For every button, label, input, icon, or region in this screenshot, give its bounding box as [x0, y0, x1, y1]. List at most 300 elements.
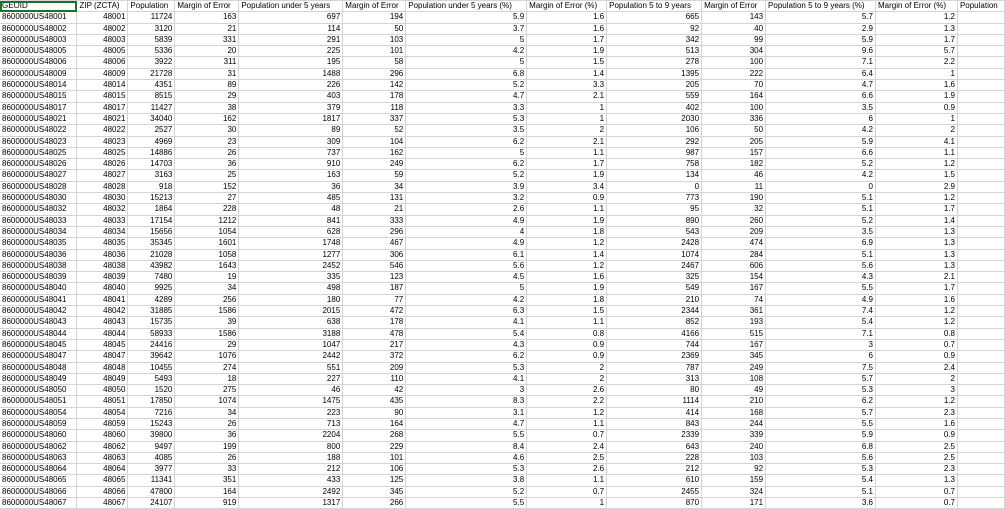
column-header-cell[interactable]: Population	[957, 1, 1004, 12]
data-cell[interactable]: 163	[175, 12, 239, 23]
data-cell[interactable]	[957, 407, 1004, 418]
data-cell[interactable]: 8600000US48005	[0, 46, 77, 57]
data-cell[interactable]: 4.1	[876, 136, 958, 147]
data-cell[interactable]: 2.4	[527, 441, 607, 452]
data-cell[interactable]	[957, 418, 1004, 429]
data-cell[interactable]: 48064	[77, 464, 128, 475]
data-cell[interactable]: 8600000US48028	[0, 181, 77, 192]
column-header-cell[interactable]: Margin of Error (%)	[876, 1, 958, 12]
data-cell[interactable]: 5.7	[766, 12, 876, 23]
data-cell[interactable]: 4166	[607, 328, 702, 339]
data-cell[interactable]: 7216	[128, 407, 175, 418]
data-cell[interactable]: 1.8	[527, 294, 607, 305]
data-cell[interactable]: 1.6	[876, 80, 958, 91]
data-cell[interactable]: 5	[406, 34, 527, 45]
data-cell[interactable]: 43982	[128, 260, 175, 271]
data-cell[interactable]: 11	[702, 181, 766, 192]
data-cell[interactable]	[957, 46, 1004, 57]
data-cell[interactable]: 1.9	[527, 215, 607, 226]
data-cell[interactable]: 5.7	[876, 46, 958, 57]
data-cell[interactable]: 0.7	[876, 486, 958, 497]
data-cell[interactable]: 1586	[175, 306, 239, 317]
data-cell[interactable]: 8600000US48059	[0, 418, 77, 429]
data-cell[interactable]: 7.1	[766, 328, 876, 339]
data-cell[interactable]	[957, 193, 1004, 204]
data-cell[interactable]: 5.2	[406, 170, 527, 181]
data-cell[interactable]: 313	[607, 373, 702, 384]
data-cell[interactable]: 39	[175, 317, 239, 328]
data-cell[interactable]: 162	[343, 147, 406, 158]
data-cell[interactable]: 90	[343, 407, 406, 418]
data-cell[interactable]: 2.2	[527, 396, 607, 407]
data-cell[interactable]: 2452	[239, 260, 343, 271]
data-cell[interactable]: 142	[343, 80, 406, 91]
data-cell[interactable]: 5.6	[766, 452, 876, 463]
data-cell[interactable]: 1.6	[527, 23, 607, 34]
data-cell[interactable]: 6.6	[766, 147, 876, 158]
data-cell[interactable]: 5.3	[766, 385, 876, 396]
data-cell[interactable]: 77	[343, 294, 406, 305]
data-cell[interactable]: 244	[702, 418, 766, 429]
data-cell[interactable]: 4.9	[406, 238, 527, 249]
data-cell[interactable]: 1.2	[876, 12, 958, 23]
data-cell[interactable]: 48062	[77, 441, 128, 452]
data-cell[interactable]: 515	[702, 328, 766, 339]
data-cell[interactable]: 209	[343, 362, 406, 373]
data-cell[interactable]: 0.7	[876, 498, 958, 509]
data-cell[interactable]: 551	[239, 362, 343, 373]
data-cell[interactable]: 8600000US48050	[0, 385, 77, 396]
data-cell[interactable]: 48035	[77, 238, 128, 249]
data-cell[interactable]: 2.2	[876, 57, 958, 68]
data-cell[interactable]: 227	[239, 373, 343, 384]
data-cell[interactable]	[957, 272, 1004, 283]
data-cell[interactable]: 8600000US48048	[0, 362, 77, 373]
data-cell[interactable]: 546	[343, 260, 406, 271]
data-cell[interactable]: 70	[702, 80, 766, 91]
data-cell[interactable]: 1.3	[876, 238, 958, 249]
data-cell[interactable]: 7480	[128, 272, 175, 283]
data-cell[interactable]: 34	[175, 283, 239, 294]
data-cell[interactable]: 3120	[128, 23, 175, 34]
data-cell[interactable]: 0.9	[527, 193, 607, 204]
data-cell[interactable]: 2344	[607, 306, 702, 317]
data-cell[interactable]: 2015	[239, 306, 343, 317]
data-cell[interactable]	[957, 125, 1004, 136]
data-cell[interactable]: 48040	[77, 283, 128, 294]
data-cell[interactable]: 304	[702, 46, 766, 57]
data-cell[interactable]: 1317	[239, 498, 343, 509]
data-cell[interactable]: 26	[175, 452, 239, 463]
data-cell[interactable]: 345	[343, 486, 406, 497]
data-cell[interactable]: 8600000US48017	[0, 102, 77, 113]
data-cell[interactable]: 5.4	[766, 475, 876, 486]
data-cell[interactable]: 5.2	[766, 215, 876, 226]
data-cell[interactable]: 1.2	[527, 260, 607, 271]
data-cell[interactable]: 638	[239, 317, 343, 328]
data-cell[interactable]: 485	[239, 193, 343, 204]
data-cell[interactable]: 118	[343, 102, 406, 113]
data-cell[interactable]: 403	[239, 91, 343, 102]
data-cell[interactable]: 48025	[77, 147, 128, 158]
data-cell[interactable]: 101	[343, 452, 406, 463]
data-cell[interactable]: 643	[607, 441, 702, 452]
data-cell[interactable]: 433	[239, 475, 343, 486]
data-cell[interactable]: 5	[406, 57, 527, 68]
data-cell[interactable]: 5.1	[766, 204, 876, 215]
data-cell[interactable]: 1047	[239, 339, 343, 350]
data-cell[interactable]: 296	[343, 68, 406, 79]
data-cell[interactable]: 2	[527, 362, 607, 373]
data-cell[interactable]: 164	[702, 91, 766, 102]
data-cell[interactable]: 1.7	[527, 34, 607, 45]
data-cell[interactable]: 34040	[128, 113, 175, 124]
data-cell[interactable]: 402	[607, 102, 702, 113]
data-cell[interactable]: 6.2	[406, 136, 527, 147]
data-cell[interactable]: 40	[702, 23, 766, 34]
data-cell[interactable]: 8600000US48063	[0, 452, 77, 463]
data-cell[interactable]: 1488	[239, 68, 343, 79]
data-cell[interactable]: 8600000US48047	[0, 351, 77, 362]
data-cell[interactable]: 29	[175, 339, 239, 350]
data-cell[interactable]	[957, 12, 1004, 23]
data-cell[interactable]: 21728	[128, 68, 175, 79]
data-cell[interactable]: 92	[607, 23, 702, 34]
data-cell[interactable]: 2	[527, 125, 607, 136]
data-cell[interactable]: 372	[343, 351, 406, 362]
data-cell[interactable]: 48066	[77, 486, 128, 497]
data-cell[interactable]: 31885	[128, 306, 175, 317]
data-cell[interactable]: 171	[702, 498, 766, 509]
data-cell[interactable]: 7.1	[766, 57, 876, 68]
data-cell[interactable]: 143	[702, 12, 766, 23]
data-cell[interactable]: 5.9	[766, 34, 876, 45]
data-cell[interactable]	[957, 260, 1004, 271]
data-cell[interactable]: 744	[607, 339, 702, 350]
data-cell[interactable]: 2.1	[527, 91, 607, 102]
data-cell[interactable]: 8600000US48054	[0, 407, 77, 418]
data-cell[interactable]: 23	[175, 136, 239, 147]
data-cell[interactable]: 333	[343, 215, 406, 226]
data-cell[interactable]: 18	[175, 373, 239, 384]
data-cell[interactable]: 787	[607, 362, 702, 373]
data-cell[interactable]: 48039	[77, 272, 128, 283]
data-cell[interactable]: 870	[607, 498, 702, 509]
data-cell[interactable]: 6.4	[766, 68, 876, 79]
data-cell[interactable]: 0.9	[527, 351, 607, 362]
data-cell[interactable]: 7.5	[766, 362, 876, 373]
data-cell[interactable]: 17850	[128, 396, 175, 407]
data-cell[interactable]: 339	[702, 430, 766, 441]
data-cell[interactable]: 8600000US48032	[0, 204, 77, 215]
data-cell[interactable]: 3.5	[766, 226, 876, 237]
data-cell[interactable]: 114	[239, 23, 343, 34]
data-cell[interactable]	[957, 159, 1004, 170]
data-cell[interactable]: 628	[239, 226, 343, 237]
data-cell[interactable]: 1	[876, 68, 958, 79]
data-cell[interactable]	[957, 317, 1004, 328]
data-cell[interactable]: 34	[343, 181, 406, 192]
data-cell[interactable]: 1.2	[876, 317, 958, 328]
data-cell[interactable]: 800	[239, 441, 343, 452]
data-cell[interactable]: 1.6	[876, 418, 958, 429]
data-cell[interactable]: 311	[175, 57, 239, 68]
data-cell[interactable]: 182	[702, 159, 766, 170]
data-cell[interactable]: 48005	[77, 46, 128, 57]
data-cell[interactable]: 25	[175, 170, 239, 181]
data-cell[interactable]: 180	[239, 294, 343, 305]
data-cell[interactable]: 48015	[77, 91, 128, 102]
data-cell[interactable]: 2.3	[876, 464, 958, 475]
column-header-cell[interactable]: Margin of Error	[175, 1, 239, 12]
data-cell[interactable]: 193	[702, 317, 766, 328]
data-cell[interactable]: 5.3	[406, 113, 527, 124]
data-cell[interactable]: 106	[343, 464, 406, 475]
data-cell[interactable]: 48063	[77, 452, 128, 463]
data-cell[interactable]: 309	[239, 136, 343, 147]
data-cell[interactable]: 274	[175, 362, 239, 373]
data-cell[interactable]: 5.7	[766, 373, 876, 384]
data-cell[interactable]: 99	[702, 34, 766, 45]
data-cell[interactable]: 48017	[77, 102, 128, 113]
data-cell[interactable]: 162	[175, 113, 239, 124]
data-cell[interactable]: 31	[175, 68, 239, 79]
data-cell[interactable]: 48060	[77, 430, 128, 441]
data-cell[interactable]: 8600000US48042	[0, 306, 77, 317]
data-cell[interactable]: 2.9	[766, 23, 876, 34]
data-cell[interactable]: 5.2	[406, 486, 527, 497]
data-cell[interactable]: 27	[175, 193, 239, 204]
data-cell[interactable]	[957, 339, 1004, 350]
data-cell[interactable]: 36	[239, 181, 343, 192]
data-cell[interactable]: 266	[343, 498, 406, 509]
data-cell[interactable]: 152	[175, 181, 239, 192]
data-cell[interactable]: 306	[343, 249, 406, 260]
data-cell[interactable]: 8600000US48022	[0, 125, 77, 136]
data-cell[interactable]: 48003	[77, 34, 128, 45]
data-cell[interactable]: 48006	[77, 57, 128, 68]
data-cell[interactable]: 209	[702, 226, 766, 237]
data-cell[interactable]: 212	[607, 464, 702, 475]
data-cell[interactable]	[957, 351, 1004, 362]
data-cell[interactable]: 4.2	[406, 46, 527, 57]
data-cell[interactable]: 1.1	[527, 418, 607, 429]
data-cell[interactable]: 199	[175, 441, 239, 452]
data-cell[interactable]: 2.5	[876, 452, 958, 463]
data-cell[interactable]: 48045	[77, 339, 128, 350]
data-cell[interactable]: 168	[702, 407, 766, 418]
data-cell[interactable]: 8600000US48014	[0, 80, 77, 91]
data-cell[interactable]: 15213	[128, 193, 175, 204]
data-cell[interactable]: 59	[343, 170, 406, 181]
data-cell[interactable]: 4.1	[406, 373, 527, 384]
data-cell[interactable]: 50	[702, 125, 766, 136]
column-header-cell[interactable]: Population under 5 years (%)	[406, 1, 527, 12]
data-cell[interactable]: 240	[702, 441, 766, 452]
data-cell[interactable]: 48038	[77, 260, 128, 271]
data-cell[interactable]: 106	[607, 125, 702, 136]
data-cell[interactable]: 194	[343, 12, 406, 23]
data-cell[interactable]: 108	[702, 373, 766, 384]
data-cell[interactable]: 2.5	[876, 441, 958, 452]
data-cell[interactable]: 987	[607, 147, 702, 158]
data-cell[interactable]: 5.3	[766, 464, 876, 475]
data-cell[interactable]: 5.3	[406, 464, 527, 475]
data-cell[interactable]: 14886	[128, 147, 175, 158]
data-cell[interactable]: 125	[343, 475, 406, 486]
data-cell[interactable]: 1.1	[527, 475, 607, 486]
data-cell[interactable]: 8600000US48039	[0, 272, 77, 283]
data-cell[interactable]: 335	[239, 272, 343, 283]
data-cell[interactable]: 34	[175, 407, 239, 418]
data-cell[interactable]: 48023	[77, 136, 128, 147]
data-cell[interactable]: 549	[607, 283, 702, 294]
data-cell[interactable]	[957, 80, 1004, 91]
data-cell[interactable]: 8600000US48049	[0, 373, 77, 384]
data-cell[interactable]: 2	[876, 373, 958, 384]
data-cell[interactable]: 1114	[607, 396, 702, 407]
data-cell[interactable]: 1	[527, 498, 607, 509]
data-cell[interactable]: 852	[607, 317, 702, 328]
data-cell[interactable]: 100	[702, 57, 766, 68]
data-cell[interactable]: 6.6	[766, 91, 876, 102]
data-cell[interactable]: 48028	[77, 181, 128, 192]
data-cell[interactable]: 435	[343, 396, 406, 407]
data-cell[interactable]: 21	[343, 204, 406, 215]
data-cell[interactable]: 336	[702, 113, 766, 124]
data-cell[interactable]: 95	[607, 204, 702, 215]
data-cell[interactable]: 1.1	[527, 204, 607, 215]
data-cell[interactable]: 21	[175, 23, 239, 34]
data-cell[interactable]: 4351	[128, 80, 175, 91]
data-cell[interactable]	[957, 57, 1004, 68]
data-cell[interactable]: 167	[702, 283, 766, 294]
data-cell[interactable]: 164	[343, 418, 406, 429]
data-cell[interactable]: 1.1	[527, 147, 607, 158]
data-cell[interactable]	[957, 147, 1004, 158]
data-cell[interactable]: 268	[343, 430, 406, 441]
data-cell[interactable]: 2.4	[876, 362, 958, 373]
data-cell[interactable]: 6.2	[406, 351, 527, 362]
data-cell[interactable]: 1.6	[527, 272, 607, 283]
data-cell[interactable]	[957, 181, 1004, 192]
data-cell[interactable]: 8600000US48002	[0, 23, 77, 34]
data-cell[interactable]: 1.3	[876, 226, 958, 237]
data-cell[interactable]	[957, 283, 1004, 294]
data-cell[interactable]: 1586	[175, 328, 239, 339]
data-cell[interactable]: 30	[175, 125, 239, 136]
data-cell[interactable]: 0.8	[876, 328, 958, 339]
data-cell[interactable]: 0.9	[876, 351, 958, 362]
data-cell[interactable]: 474	[702, 238, 766, 249]
data-cell[interactable]: 26	[175, 418, 239, 429]
data-cell[interactable]	[957, 373, 1004, 384]
data-cell[interactable]: 3163	[128, 170, 175, 181]
data-cell[interactable]	[957, 238, 1004, 249]
data-cell[interactable]	[957, 23, 1004, 34]
data-cell[interactable]: 48027	[77, 170, 128, 181]
data-cell[interactable]: 89	[239, 125, 343, 136]
data-cell[interactable]: 543	[607, 226, 702, 237]
data-cell[interactable]: 38	[175, 102, 239, 113]
data-cell[interactable]: 6.8	[766, 441, 876, 452]
data-cell[interactable]: 1.9	[527, 46, 607, 57]
data-cell[interactable]: 665	[607, 12, 702, 23]
data-cell[interactable]: 21028	[128, 249, 175, 260]
data-cell[interactable]: 275	[175, 385, 239, 396]
data-cell[interactable]: 5.2	[406, 80, 527, 91]
data-cell[interactable]: 3.7	[406, 23, 527, 34]
data-cell[interactable]: 48059	[77, 418, 128, 429]
data-cell[interactable]: 606	[702, 260, 766, 271]
data-cell[interactable]: 1.3	[876, 249, 958, 260]
data-cell[interactable]: 74	[702, 294, 766, 305]
data-cell[interactable]: 5.4	[406, 328, 527, 339]
data-cell[interactable]: 6.1	[406, 249, 527, 260]
data-cell[interactable]: 1.2	[527, 238, 607, 249]
data-cell[interactable]	[957, 441, 1004, 452]
data-cell[interactable]: 5.4	[766, 317, 876, 328]
data-cell[interactable]: 48042	[77, 306, 128, 317]
data-cell[interactable]: 249	[343, 159, 406, 170]
data-cell[interactable]: 0.7	[527, 486, 607, 497]
data-cell[interactable]: 5.1	[766, 486, 876, 497]
data-cell[interactable]: 2030	[607, 113, 702, 124]
data-cell[interactable]: 0.8	[527, 328, 607, 339]
data-cell[interactable]: 228	[175, 204, 239, 215]
data-cell[interactable]: 157	[702, 147, 766, 158]
data-cell[interactable]: 228	[607, 452, 702, 463]
data-cell[interactable]: 48043	[77, 317, 128, 328]
data-cell[interactable]: 35345	[128, 238, 175, 249]
data-cell[interactable]: 8.3	[406, 396, 527, 407]
data-cell[interactable]: 4085	[128, 452, 175, 463]
data-cell[interactable]: 205	[607, 80, 702, 91]
data-cell[interactable]: 1.2	[876, 396, 958, 407]
data-cell[interactable]: 225	[239, 46, 343, 57]
data-cell[interactable]: 337	[343, 113, 406, 124]
data-cell[interactable]: 1864	[128, 204, 175, 215]
data-cell[interactable]: 48034	[77, 226, 128, 237]
data-cell[interactable]: 195	[239, 57, 343, 68]
data-cell[interactable]: 324	[702, 486, 766, 497]
data-cell[interactable]: 103	[702, 452, 766, 463]
data-cell[interactable]: 1.5	[876, 170, 958, 181]
data-cell[interactable]: 559	[607, 91, 702, 102]
data-cell[interactable]	[957, 226, 1004, 237]
data-cell[interactable]: 32	[702, 204, 766, 215]
data-cell[interactable]: 5839	[128, 34, 175, 45]
data-cell[interactable]: 4.1	[406, 317, 527, 328]
data-cell[interactable]: 0.9	[876, 430, 958, 441]
data-cell[interactable]: 6.2	[406, 159, 527, 170]
data-cell[interactable]: 80	[607, 385, 702, 396]
data-cell[interactable]: 5.6	[766, 260, 876, 271]
data-cell[interactable]: 284	[702, 249, 766, 260]
data-cell[interactable]: 8600000US48033	[0, 215, 77, 226]
data-cell[interactable]	[957, 328, 1004, 339]
data-cell[interactable]: 1.4	[876, 215, 958, 226]
data-cell[interactable]: 15243	[128, 418, 175, 429]
data-cell[interactable]: 1817	[239, 113, 343, 124]
data-cell[interactable]: 5.3	[406, 362, 527, 373]
column-header-cell[interactable]: Margin of Error (%)	[527, 1, 607, 12]
data-cell[interactable]: 260	[702, 215, 766, 226]
data-cell[interactable]: 3	[766, 339, 876, 350]
data-cell[interactable]: 3.2	[406, 193, 527, 204]
data-cell[interactable]: 3.5	[406, 125, 527, 136]
data-cell[interactable]: 48026	[77, 159, 128, 170]
